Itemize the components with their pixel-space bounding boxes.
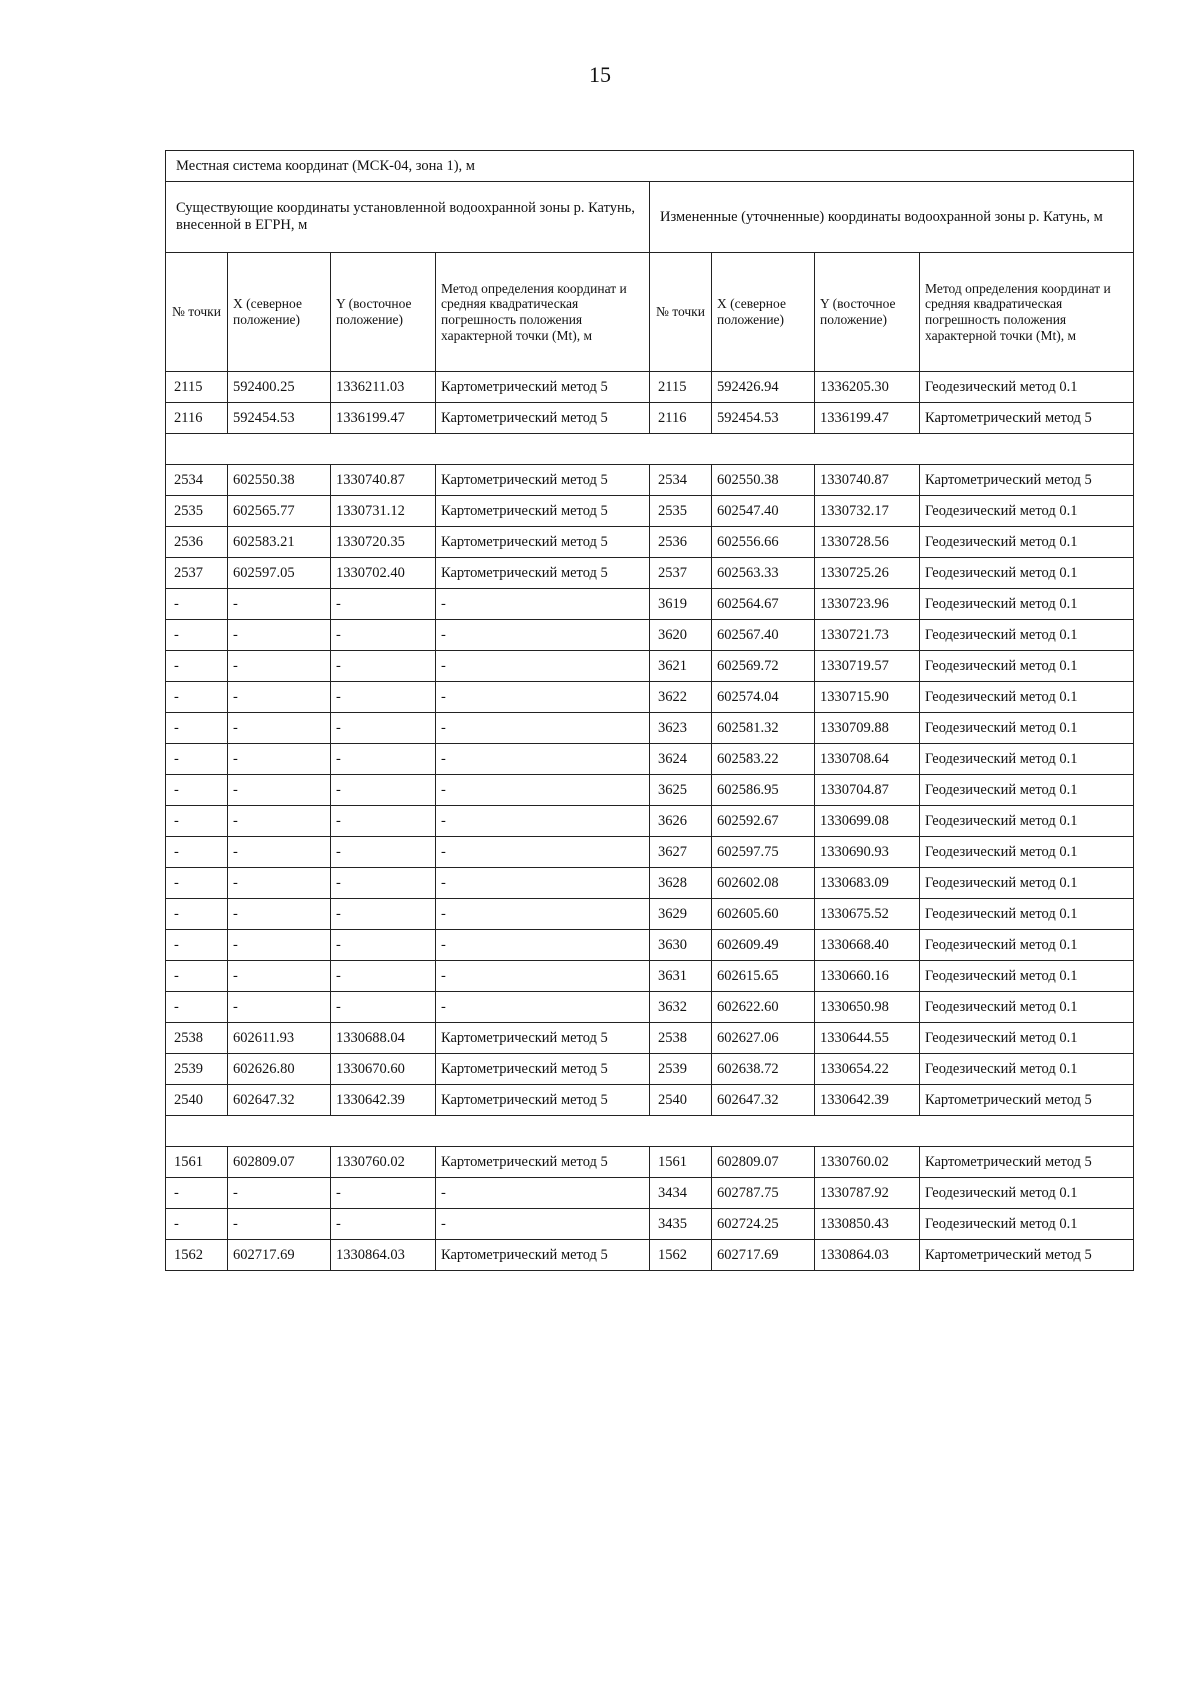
existing-x-coordinate-cell: - xyxy=(228,1178,331,1209)
changed-y-coordinate-cell: 1330760.02 xyxy=(815,1147,920,1178)
existing-y-coordinate-cell: - xyxy=(331,1209,436,1240)
existing-y-coordinate-cell: 1330864.03 xyxy=(331,1240,436,1271)
changed-x-coordinate-cell: 602609.49 xyxy=(712,930,815,961)
existing-point-number-cell: - xyxy=(166,589,228,620)
table-row xyxy=(166,899,1134,930)
changed-y-coordinate-cell: 1330650.98 xyxy=(815,992,920,1023)
changed-method-cell: Геодезический метод 0.1 xyxy=(920,1023,1134,1054)
changed-point-number-cell: 2540 xyxy=(650,1085,712,1116)
table-title: Местная система координат (МСК-04, зона 1), м xyxy=(166,151,1134,182)
changed-method-cell: Геодезический метод 0.1 xyxy=(920,589,1134,620)
existing-point-number-cell: 2539 xyxy=(166,1054,228,1085)
changed-method-cell: Геодезический метод 0.1 xyxy=(920,1209,1134,1240)
existing-point-number-cell: - xyxy=(166,1209,228,1240)
changed-y-coordinate-cell: 1330864.03 xyxy=(815,1240,920,1271)
existing-x-coordinate-cell: - xyxy=(228,961,331,992)
existing-x-coordinate-cell: - xyxy=(228,992,331,1023)
existing-y-coordinate-cell: 1330642.39 xyxy=(331,1085,436,1116)
changed-x-coordinate-cell: 602627.06 xyxy=(712,1023,815,1054)
existing-x-coordinate-cell: - xyxy=(228,589,331,620)
existing-point-number-cell: 2534 xyxy=(166,465,228,496)
table-row xyxy=(166,1178,1134,1209)
changed-x-coordinate-cell: 602586.95 xyxy=(712,775,815,806)
changed-y-coordinate-cell: 1330719.57 xyxy=(815,651,920,682)
table-row xyxy=(166,1240,1134,1271)
existing-point-number-cell: - xyxy=(166,806,228,837)
header-x: X (северное положение) xyxy=(228,253,331,372)
changed-x-coordinate-cell: 602567.40 xyxy=(712,620,815,651)
changed-method-cell: Геодезический метод 0.1 xyxy=(920,558,1134,589)
changed-method-cell: Геодезический метод 0.1 xyxy=(920,775,1134,806)
existing-point-number-cell: 2536 xyxy=(166,527,228,558)
changed-point-number-cell: 2538 xyxy=(650,1023,712,1054)
changed-y-coordinate-cell: 1330740.87 xyxy=(815,465,920,496)
changed-y-coordinate-cell: 1330723.96 xyxy=(815,589,920,620)
existing-method-cell: - xyxy=(436,806,650,837)
changed-point-number-cell: 3620 xyxy=(650,620,712,651)
changed-y-coordinate-cell: 1330668.40 xyxy=(815,930,920,961)
table-row xyxy=(166,868,1134,899)
existing-method-cell: Картометрический метод 5 xyxy=(436,496,650,527)
existing-method-cell: Картометрический метод 5 xyxy=(436,527,650,558)
changed-point-number-cell: 3628 xyxy=(650,868,712,899)
existing-method-cell: - xyxy=(436,930,650,961)
changed-y-coordinate-cell: 1330699.08 xyxy=(815,806,920,837)
table-row xyxy=(166,992,1134,1023)
existing-point-number-cell: - xyxy=(166,837,228,868)
existing-method-cell: Картометрический метод 5 xyxy=(436,1085,650,1116)
changed-x-coordinate-cell: 602581.32 xyxy=(712,713,815,744)
changed-x-coordinate-cell: 602592.67 xyxy=(712,806,815,837)
changed-method-cell: Геодезический метод 0.1 xyxy=(920,806,1134,837)
existing-method-cell: - xyxy=(436,589,650,620)
existing-x-coordinate-cell: 602565.77 xyxy=(228,496,331,527)
existing-y-coordinate-cell: 1330702.40 xyxy=(331,558,436,589)
table-row xyxy=(166,1085,1134,1116)
existing-method-cell: Картометрический метод 5 xyxy=(436,1054,650,1085)
table-row xyxy=(166,775,1134,806)
existing-point-number-cell: 2535 xyxy=(166,496,228,527)
existing-method-cell: - xyxy=(436,651,650,682)
header-y: Y (восточное положение) xyxy=(815,253,920,372)
existing-x-coordinate-cell: - xyxy=(228,899,331,930)
existing-x-coordinate-cell: - xyxy=(228,682,331,713)
separator-cell xyxy=(166,434,1134,465)
existing-point-number-cell: 1561 xyxy=(166,1147,228,1178)
existing-y-coordinate-cell: - xyxy=(331,682,436,713)
changed-point-number-cell: 2115 xyxy=(650,372,712,403)
changed-x-coordinate-cell: 602615.65 xyxy=(712,961,815,992)
changed-point-number-cell: 3435 xyxy=(650,1209,712,1240)
changed-method-cell: Геодезический метод 0.1 xyxy=(920,620,1134,651)
existing-point-number-cell: - xyxy=(166,713,228,744)
table-row xyxy=(166,1023,1134,1054)
table-row xyxy=(166,682,1134,713)
changed-point-number-cell: 2535 xyxy=(650,496,712,527)
table-row xyxy=(166,744,1134,775)
existing-method-cell: - xyxy=(436,713,650,744)
existing-x-coordinate-cell: 602550.38 xyxy=(228,465,331,496)
changed-x-coordinate-cell: 602602.08 xyxy=(712,868,815,899)
changed-x-coordinate-cell: 602724.25 xyxy=(712,1209,815,1240)
changed-y-coordinate-cell: 1330642.39 xyxy=(815,1085,920,1116)
existing-y-coordinate-cell: - xyxy=(331,775,436,806)
existing-x-coordinate-cell: 602647.32 xyxy=(228,1085,331,1116)
existing-point-number-cell: - xyxy=(166,899,228,930)
existing-y-coordinate-cell: 1330740.87 xyxy=(331,465,436,496)
existing-y-coordinate-cell: - xyxy=(331,620,436,651)
changed-point-number-cell: 3629 xyxy=(650,899,712,930)
changed-y-coordinate-cell: 1330683.09 xyxy=(815,868,920,899)
header-point-number: № точки xyxy=(166,253,228,372)
existing-method-cell: - xyxy=(436,775,650,806)
changed-method-cell: Геодезический метод 0.1 xyxy=(920,372,1134,403)
existing-x-coordinate-cell: 602717.69 xyxy=(228,1240,331,1271)
changed-point-number-cell: 3626 xyxy=(650,806,712,837)
existing-y-coordinate-cell: - xyxy=(331,744,436,775)
table-row xyxy=(166,806,1134,837)
existing-method-cell: - xyxy=(436,837,650,868)
existing-method-cell: - xyxy=(436,620,650,651)
changed-point-number-cell: 3630 xyxy=(650,930,712,961)
header-y: Y (восточное положение) xyxy=(331,253,436,372)
existing-point-number-cell: 2540 xyxy=(166,1085,228,1116)
changed-method-cell: Геодезический метод 0.1 xyxy=(920,930,1134,961)
table-row xyxy=(166,558,1134,589)
changed-point-number-cell: 2539 xyxy=(650,1054,712,1085)
changed-x-coordinate-cell: 592454.53 xyxy=(712,403,815,434)
changed-point-number-cell: 3625 xyxy=(650,775,712,806)
table-row xyxy=(166,837,1134,868)
changed-method-cell: Геодезический метод 0.1 xyxy=(920,496,1134,527)
existing-x-coordinate-cell: - xyxy=(228,775,331,806)
changed-x-coordinate-cell: 602550.38 xyxy=(712,465,815,496)
changed-x-coordinate-cell: 602556.66 xyxy=(712,527,815,558)
existing-x-coordinate-cell: 602611.93 xyxy=(228,1023,331,1054)
changed-x-coordinate-cell: 602717.69 xyxy=(712,1240,815,1271)
existing-method-cell: - xyxy=(436,682,650,713)
existing-y-coordinate-cell: 1336211.03 xyxy=(331,372,436,403)
existing-x-coordinate-cell: 602626.80 xyxy=(228,1054,331,1085)
changed-method-cell: Картометрический метод 5 xyxy=(920,1240,1134,1271)
existing-method-cell: - xyxy=(436,899,650,930)
existing-method-cell: - xyxy=(436,961,650,992)
table-row xyxy=(166,589,1134,620)
existing-y-coordinate-cell: - xyxy=(331,837,436,868)
existing-coordinates-group-header: Существующие координаты установленной водоохранной зоны р. Катунь, внесенной в ЕГРН, м xyxy=(166,182,650,253)
changed-point-number-cell: 3623 xyxy=(650,713,712,744)
changed-x-coordinate-cell: 602638.72 xyxy=(712,1054,815,1085)
existing-x-coordinate-cell: 602597.05 xyxy=(228,558,331,589)
changed-y-coordinate-cell: 1330704.87 xyxy=(815,775,920,806)
changed-point-number-cell: 3434 xyxy=(650,1178,712,1209)
table-row xyxy=(166,930,1134,961)
existing-point-number-cell: - xyxy=(166,961,228,992)
changed-point-number-cell: 2536 xyxy=(650,527,712,558)
existing-y-coordinate-cell: - xyxy=(331,651,436,682)
separator-row xyxy=(166,1116,1134,1147)
table-row xyxy=(166,465,1134,496)
existing-method-cell: - xyxy=(436,1209,650,1240)
table-row xyxy=(166,403,1134,434)
existing-x-coordinate-cell: - xyxy=(228,806,331,837)
table-row xyxy=(166,372,1134,403)
existing-y-coordinate-cell: 1330688.04 xyxy=(331,1023,436,1054)
existing-point-number-cell: 2537 xyxy=(166,558,228,589)
existing-x-coordinate-cell: - xyxy=(228,1209,331,1240)
table-row xyxy=(166,620,1134,651)
header-method: Метод определения координат и средняя квадратическая погрешность положения характерной точки (Mt), м xyxy=(436,253,650,372)
existing-method-cell: Картометрический метод 5 xyxy=(436,1023,650,1054)
existing-x-coordinate-cell: - xyxy=(228,651,331,682)
existing-y-coordinate-cell: 1330760.02 xyxy=(331,1147,436,1178)
changed-y-coordinate-cell: 1330709.88 xyxy=(815,713,920,744)
changed-point-number-cell: 2116 xyxy=(650,403,712,434)
changed-method-cell: Геодезический метод 0.1 xyxy=(920,961,1134,992)
changed-point-number-cell: 3631 xyxy=(650,961,712,992)
existing-point-number-cell: - xyxy=(166,1178,228,1209)
changed-method-cell: Геодезический метод 0.1 xyxy=(920,1054,1134,1085)
existing-method-cell: - xyxy=(436,992,650,1023)
changed-point-number-cell: 3621 xyxy=(650,651,712,682)
header-method: Метод определения координат и средняя квадратическая погрешность положения характерной точки (Mt), м xyxy=(920,253,1134,372)
changed-y-coordinate-cell: 1336199.47 xyxy=(815,403,920,434)
changed-method-cell: Геодезический метод 0.1 xyxy=(920,713,1134,744)
changed-y-coordinate-cell: 1330721.73 xyxy=(815,620,920,651)
existing-point-number-cell: 2116 xyxy=(166,403,228,434)
table-row xyxy=(166,1054,1134,1085)
changed-method-cell: Картометрический метод 5 xyxy=(920,465,1134,496)
changed-y-coordinate-cell: 1336205.30 xyxy=(815,372,920,403)
changed-y-coordinate-cell: 1330728.56 xyxy=(815,527,920,558)
changed-method-cell: Картометрический метод 5 xyxy=(920,1085,1134,1116)
changed-y-coordinate-cell: 1330644.55 xyxy=(815,1023,920,1054)
existing-point-number-cell: - xyxy=(166,992,228,1023)
changed-x-coordinate-cell: 602622.60 xyxy=(712,992,815,1023)
existing-x-coordinate-cell: 602583.21 xyxy=(228,527,331,558)
existing-method-cell: Картометрический метод 5 xyxy=(436,1240,650,1271)
changed-y-coordinate-cell: 1330850.43 xyxy=(815,1209,920,1240)
existing-point-number-cell: 2115 xyxy=(166,372,228,403)
changed-y-coordinate-cell: 1330732.17 xyxy=(815,496,920,527)
existing-x-coordinate-cell: - xyxy=(228,744,331,775)
existing-point-number-cell: - xyxy=(166,620,228,651)
changed-point-number-cell: 3619 xyxy=(650,589,712,620)
existing-method-cell: - xyxy=(436,1178,650,1209)
changed-method-cell: Геодезический метод 0.1 xyxy=(920,682,1134,713)
changed-y-coordinate-cell: 1330787.92 xyxy=(815,1178,920,1209)
changed-y-coordinate-cell: 1330675.52 xyxy=(815,899,920,930)
changed-point-number-cell: 3624 xyxy=(650,744,712,775)
changed-y-coordinate-cell: 1330654.22 xyxy=(815,1054,920,1085)
changed-method-cell: Геодезический метод 0.1 xyxy=(920,992,1134,1023)
table-row xyxy=(166,713,1134,744)
changed-x-coordinate-cell: 602574.04 xyxy=(712,682,815,713)
changed-point-number-cell: 1561 xyxy=(650,1147,712,1178)
existing-y-coordinate-cell: - xyxy=(331,1178,436,1209)
existing-point-number-cell: - xyxy=(166,682,228,713)
separator-row xyxy=(166,434,1134,465)
page-number: 15 xyxy=(589,62,611,87)
existing-y-coordinate-cell: 1330731.12 xyxy=(331,496,436,527)
changed-point-number-cell: 3627 xyxy=(650,837,712,868)
header-point-number: № точки xyxy=(650,253,712,372)
existing-y-coordinate-cell: - xyxy=(331,930,436,961)
table-row xyxy=(166,1147,1134,1178)
table-row xyxy=(166,1209,1134,1240)
changed-method-cell: Геодезический метод 0.1 xyxy=(920,868,1134,899)
table-row xyxy=(166,496,1134,527)
existing-method-cell: Картометрический метод 5 xyxy=(436,558,650,589)
existing-method-cell: - xyxy=(436,868,650,899)
changed-method-cell: Геодезический метод 0.1 xyxy=(920,837,1134,868)
existing-y-coordinate-cell: - xyxy=(331,992,436,1023)
existing-method-cell: Картометрический метод 5 xyxy=(436,1147,650,1178)
existing-y-coordinate-cell: - xyxy=(331,868,436,899)
existing-point-number-cell: - xyxy=(166,775,228,806)
existing-x-coordinate-cell: 592454.53 xyxy=(228,403,331,434)
existing-method-cell: - xyxy=(436,744,650,775)
changed-x-coordinate-cell: 592426.94 xyxy=(712,372,815,403)
table-row xyxy=(166,961,1134,992)
existing-point-number-cell: 2538 xyxy=(166,1023,228,1054)
changed-x-coordinate-cell: 602583.22 xyxy=(712,744,815,775)
existing-point-number-cell: - xyxy=(166,651,228,682)
changed-y-coordinate-cell: 1330708.64 xyxy=(815,744,920,775)
existing-point-number-cell: - xyxy=(166,744,228,775)
changed-point-number-cell: 3632 xyxy=(650,992,712,1023)
existing-y-coordinate-cell: 1330720.35 xyxy=(331,527,436,558)
changed-y-coordinate-cell: 1330690.93 xyxy=(815,837,920,868)
coordinates-table xyxy=(165,150,1134,1271)
changed-x-coordinate-cell: 602569.72 xyxy=(712,651,815,682)
changed-method-cell: Геодезический метод 0.1 xyxy=(920,651,1134,682)
changed-y-coordinate-cell: 1330715.90 xyxy=(815,682,920,713)
existing-y-coordinate-cell: 1336199.47 xyxy=(331,403,436,434)
existing-method-cell: Картометрический метод 5 xyxy=(436,372,650,403)
changed-x-coordinate-cell: 602563.33 xyxy=(712,558,815,589)
existing-method-cell: Картометрический метод 5 xyxy=(436,465,650,496)
changed-x-coordinate-cell: 602647.32 xyxy=(712,1085,815,1116)
changed-x-coordinate-cell: 602787.75 xyxy=(712,1178,815,1209)
changed-method-cell: Картометрический метод 5 xyxy=(920,403,1134,434)
changed-x-coordinate-cell: 602564.67 xyxy=(712,589,815,620)
changed-y-coordinate-cell: 1330660.16 xyxy=(815,961,920,992)
separator-cell xyxy=(166,1116,1134,1147)
changed-y-coordinate-cell: 1330725.26 xyxy=(815,558,920,589)
existing-y-coordinate-cell: 1330670.60 xyxy=(331,1054,436,1085)
changed-point-number-cell: 1562 xyxy=(650,1240,712,1271)
changed-x-coordinate-cell: 602547.40 xyxy=(712,496,815,527)
changed-method-cell: Геодезический метод 0.1 xyxy=(920,744,1134,775)
existing-x-coordinate-cell: 592400.25 xyxy=(228,372,331,403)
existing-x-coordinate-cell: - xyxy=(228,837,331,868)
changed-x-coordinate-cell: 602809.07 xyxy=(712,1147,815,1178)
changed-method-cell: Картометрический метод 5 xyxy=(920,1147,1134,1178)
changed-point-number-cell: 3622 xyxy=(650,682,712,713)
header-x: X (северное положение) xyxy=(712,253,815,372)
existing-point-number-cell: 1562 xyxy=(166,1240,228,1271)
changed-coordinates-group-header: Измененные (уточненные) координаты водоохранной зоны р. Катунь, м xyxy=(650,182,1134,253)
table-row xyxy=(166,651,1134,682)
table-row xyxy=(166,527,1134,558)
existing-x-coordinate-cell: - xyxy=(228,930,331,961)
existing-y-coordinate-cell: - xyxy=(331,589,436,620)
existing-x-coordinate-cell: 602809.07 xyxy=(228,1147,331,1178)
existing-x-coordinate-cell: - xyxy=(228,620,331,651)
existing-point-number-cell: - xyxy=(166,930,228,961)
existing-point-number-cell: - xyxy=(166,868,228,899)
changed-x-coordinate-cell: 602605.60 xyxy=(712,899,815,930)
changed-method-cell: Геодезический метод 0.1 xyxy=(920,1178,1134,1209)
existing-y-coordinate-cell: - xyxy=(331,899,436,930)
existing-x-coordinate-cell: - xyxy=(228,868,331,899)
existing-x-coordinate-cell: - xyxy=(228,713,331,744)
changed-point-number-cell: 2537 xyxy=(650,558,712,589)
changed-point-number-cell: 2534 xyxy=(650,465,712,496)
changed-method-cell: Геодезический метод 0.1 xyxy=(920,899,1134,930)
existing-method-cell: Картометрический метод 5 xyxy=(436,403,650,434)
changed-method-cell: Геодезический метод 0.1 xyxy=(920,527,1134,558)
existing-y-coordinate-cell: - xyxy=(331,806,436,837)
existing-y-coordinate-cell: - xyxy=(331,713,436,744)
existing-y-coordinate-cell: - xyxy=(331,961,436,992)
changed-x-coordinate-cell: 602597.75 xyxy=(712,837,815,868)
